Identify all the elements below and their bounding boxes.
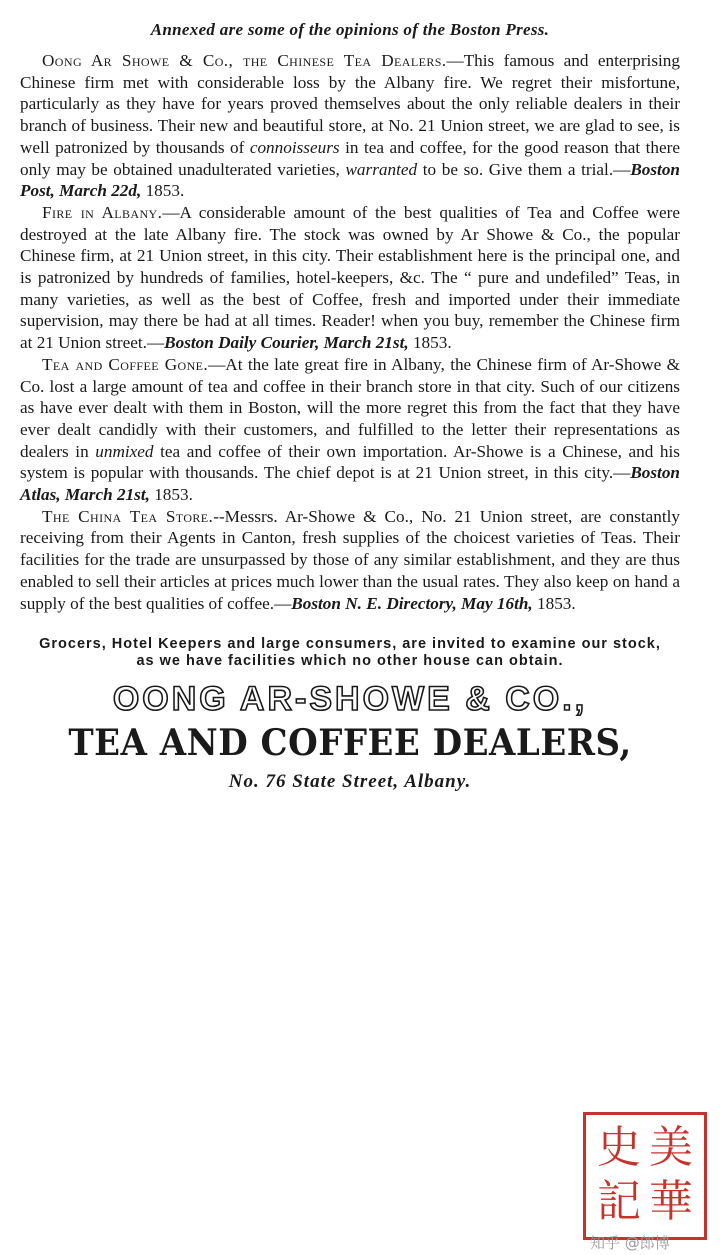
article-italic: connoisseurs [249, 137, 340, 157]
article-text: --Messrs. Ar-Showe & Co., No. 21 Union street, are constantly receiving from their Agents in Canton, fresh supplies of the choicest varieties of Teas. Their facilities for the trade are unsurpassed by those of any similar establishment, and they are thus enabled to sell their articles at prices much lower than the usual rates. They also keep on hand a supply of the best qualities of coffee.— [20, 506, 680, 613]
article-source: Boston N. E. Directory, May 16th, [291, 593, 533, 613]
article-text: 1853. [149, 485, 193, 505]
firm-address: No. 76 State Street, Albany. [228, 771, 472, 793]
article-italic: warranted [345, 159, 418, 179]
article-heading: Tea and Coffee Gone. [42, 354, 209, 374]
article-source: Boston Daily Courier, March 21st, [164, 333, 409, 353]
seal-char: 記 [597, 1176, 641, 1227]
red-seal-stamp [583, 1112, 707, 1240]
article-heading: Fire in Albany. [42, 202, 163, 222]
article-heading: The China Tea Store. [42, 506, 214, 526]
article-text: —This famous and enterprising Chinese firm met with considerable loss by the Albany fire. We regret their misfortune, particularly as they have for years proved themselves about the only reliable dealers in their branch of business. Their new and beautiful store, at No. 21 Union street, we are glad to see, is well patronized by thousands of [20, 51, 680, 157]
article-text: 1853. [532, 593, 576, 613]
article-oong-ar-showe [20, 50, 680, 202]
article-text: 1853. [408, 333, 452, 353]
article-heading: Oong Ar Showe & Co., the Chinese Tea Dealers. [42, 51, 447, 70]
article-source: Boston Atlas, March 21st, [20, 463, 680, 505]
business-line: TEA AND COFFEE DEALERS, [68, 721, 632, 765]
intro-line: Annexed are some of the opinions of the Boston Press. [150, 20, 550, 39]
invitation-text: Grocers, Hotel Keepers and large consumers, are invited to examine our stock, as we have facilities which no other house can obtain. [39, 636, 661, 670]
article-text: in tea and coffee, for the good reason that there only may be obtained unadulterated varieties, [20, 137, 680, 179]
article-fire-in-albany [20, 202, 680, 354]
article-text: tea and coffee of their own importation. Ar-Showe is a Chinese, and his system is popular with thousands. The chief depot is at 21 Union street, in this city.— [20, 441, 680, 483]
article-source: Boston Post, March 22d, [20, 159, 680, 201]
newspaper-clipping [20, 14, 680, 793]
article-text: —At the late great fire in Albany, the Chinese firm of Ar-Showe & Co. lost a large amount of tea and coffee in their branch store in that city. Such of our citizens as have ever dealt with them in Boston, will the more regret this from the fact that they have ever dealt candidly with their customers, and fulfilled to the letter their representations as dealers in [20, 354, 680, 461]
article-text: to be so. Give them a trial.— [417, 159, 631, 179]
seal-char: 華 [649, 1176, 693, 1227]
article-text: 1853. [141, 181, 185, 201]
article-text: —A considerable amount of the best qualities of Tea and Coffee were destroyed at the late Albany fire. The stock was owned by Ar Showe & Co., the popular Chinese firm, at 21 Union street, in this city. Their establishment here is the principal one, and is patronized by hundreds of families, hotel-keepers, &c. The “ pure and undefiled” Teas, in many varieties, as well as the best of Coffee, fresh and imported under their immediate supervision, may there be had at all times. Reader! when you buy, remember the Chinese firm at 21 Union street.— [20, 202, 680, 353]
article-italic: unmixed [95, 441, 154, 461]
article-china-tea-store [20, 506, 680, 615]
watermark-text: 知乎 @郎博 [590, 1234, 670, 1252]
seal-char: 史 [597, 1122, 641, 1173]
article-tea-and-coffee-gone [20, 354, 680, 506]
seal-char: 美 [649, 1122, 693, 1173]
firm-name: OONG AR-SHOWE & CO., [112, 680, 588, 719]
